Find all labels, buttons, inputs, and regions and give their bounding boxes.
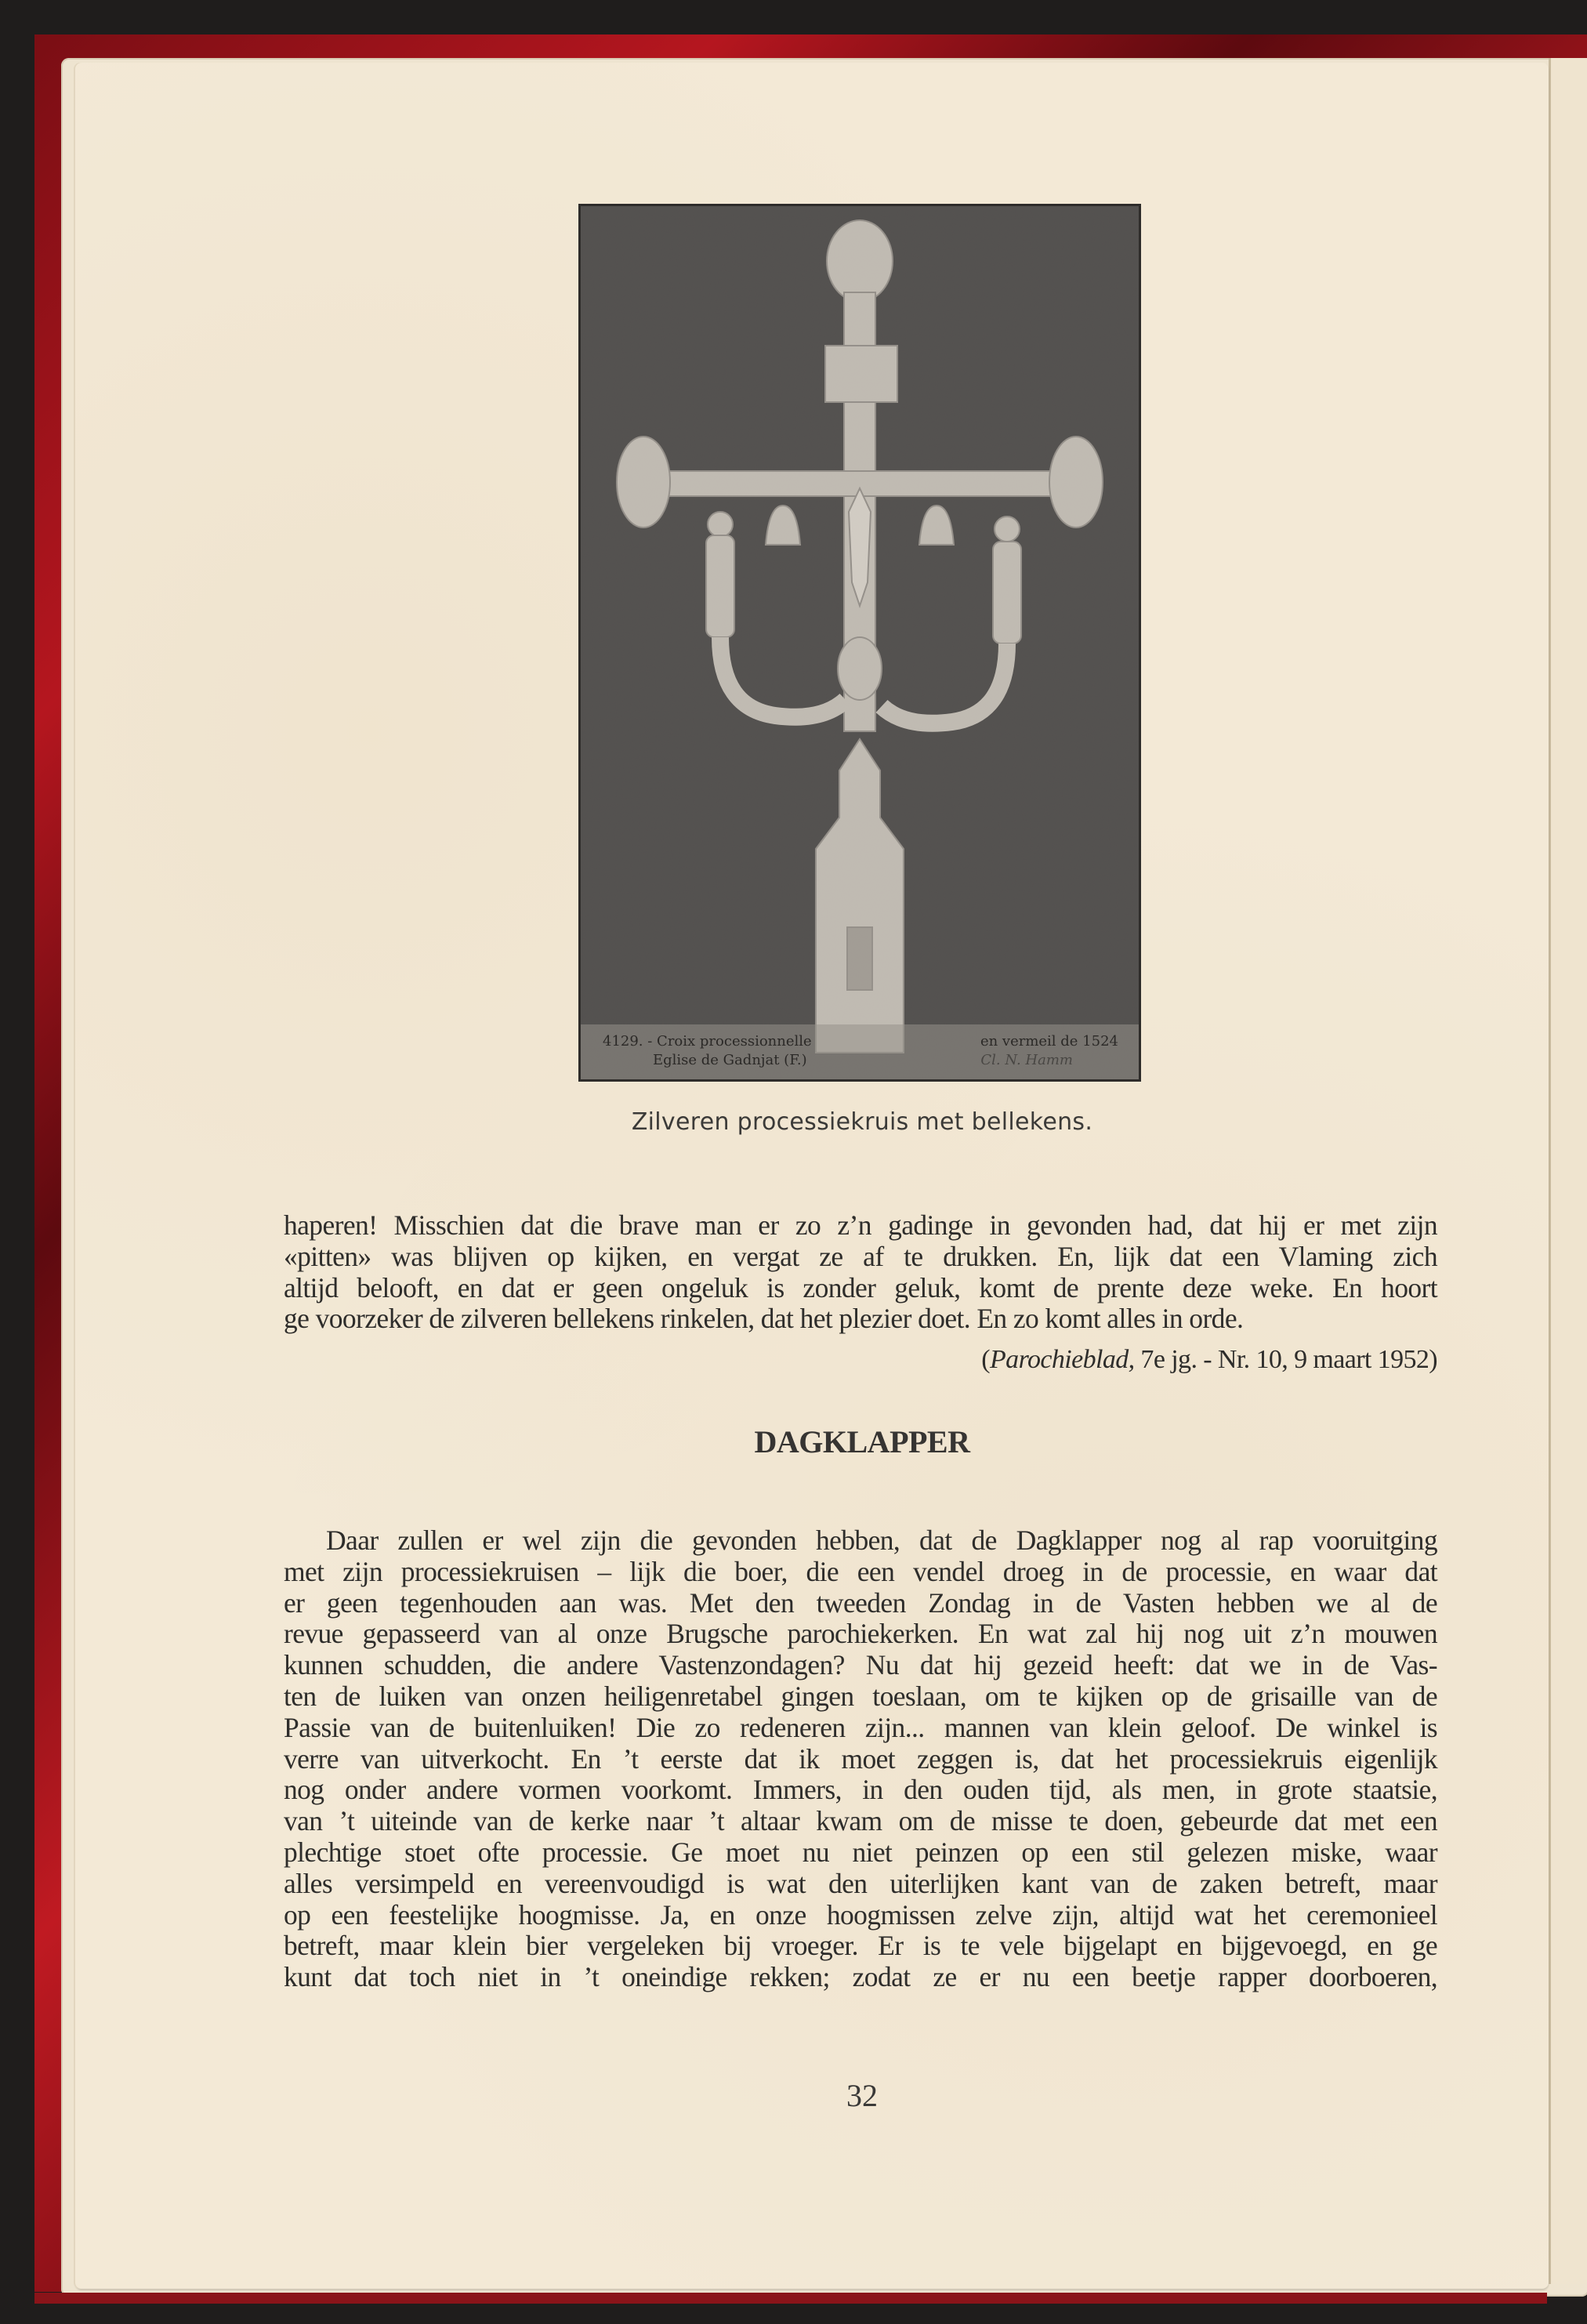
text-line: betreft, maar klein bier vergeleken bij vroeger. Er is te vele bijgelapt en bijgevoegd, en ge (284, 1930, 1437, 1962)
text-line: kunt dat toch niet in ’t oneindige rekken; zodat ze er nu een beetje rapper doorboeren, (284, 1961, 1437, 1993)
cover-bottom-edge (34, 2293, 1547, 2304)
source-details: 7e jg. - Nr. 10, 9 maart 1952) (1134, 1345, 1437, 1374)
text-line: met zijn processiekruisen – lijk die boer, die een vendel droeg in de processie, en waar dat (284, 1555, 1437, 1587)
inset-caption-line2-right: Cl. N. Hamm (980, 1052, 1073, 1068)
text-line: Daar zullen er wel zijn die gevonden hebben, dat de Dagklapper nog al rap vooruitging (326, 1525, 1437, 1556)
photo-caption: Zilveren processiekruis met bellekens. (631, 1108, 1093, 1136)
text-line: verre van uitverkocht. En ’t eerste dat ik moet zeggen is, dat het processiekruis eigenlijk (284, 1742, 1437, 1775)
text-line: «pitten» was blijven op kijken, en vergat ze af te drukken. En, lijk dat een Vlaming zich (284, 1240, 1437, 1272)
processional-cross-illustration (581, 206, 1139, 1079)
photo-grain (581, 206, 1139, 1079)
inset-caption-line2-left: Eglise de Gadnjat (F.) (653, 1052, 807, 1068)
page-number: 32 (846, 2078, 878, 2113)
source-citation (284, 1345, 1437, 1375)
text-line: Passie van de buitenluiken! Die zo redeneren zijn... mannen van klein geloof. De winkel is (284, 1711, 1437, 1743)
text-line: kunnen schudden, die andere Vastenzondagen? Nu dat hij gezeid heeft: dat we in de Vas- (284, 1649, 1437, 1681)
text-line: alles versimpeld en vereenvoudigd is wat den uiterlijken kant van de zaken betreft, maar (284, 1867, 1437, 1899)
text-line: haperen! Misschien dat die brave man er zo z’n gadinge in gevonden had, dat hij er met zijn (284, 1209, 1437, 1241)
text-line: er geen tegenhouden aan was. Met den tweeden Zondag in de Vasten hebben we al de (284, 1586, 1437, 1619)
text-line: op een feestelijke hoogmisse. Ja, en onze hoogmissen zelve zijn, altijd wat het ceremonieel (284, 1898, 1437, 1931)
inset-caption-line1-right: en vermeil de 1524 (980, 1033, 1118, 1050)
text-line: altijd belooft, en dat er geen ongeluk is zonder geluk, komt de prente deze weke. En hoort (284, 1271, 1437, 1303)
paragraph-1 (284, 1210, 1437, 1335)
text-line: revue gepasseerd van al onze Brugsche parochiekerken. En wat zal hij nog uit z’n mouwen (284, 1618, 1437, 1650)
next-page-edge (1549, 58, 1587, 2284)
text-line: plechtige stoet ofte processie. Ge moet nu niet peinzen op een stil gelezen miske, waar (284, 1836, 1437, 1868)
source-open-paren: ( (981, 1345, 990, 1374)
text-line: van ’t uiteinde van de kerke naar ’t altaar kwam om de misse te doen, gebeurde dat met een (284, 1805, 1437, 1837)
text-line: nog onder andere vormen voorkomt. Immers, in den ouden tijd, als men, in grote staatsie, (284, 1774, 1437, 1806)
inset-caption-line1-left: 4129. - Croix processionnelle (603, 1033, 812, 1050)
source-publication: Parochieblad, (990, 1345, 1135, 1374)
section-title: DAGKLAPPER (754, 1424, 970, 1459)
photo-inset-caption (581, 1024, 1139, 1079)
text-line: ge voorzeker de zilveren bellekens rinkelen, dat het plezier doet. En zo komt alles in orde. (284, 1303, 1244, 1335)
paragraph-2 (284, 1525, 1437, 1993)
text-line: ten de luiken van onzen heiligenretabel gingen toeslaan, om te kijken op de grisaille van de (284, 1680, 1437, 1712)
cross-photograph (578, 204, 1141, 1082)
